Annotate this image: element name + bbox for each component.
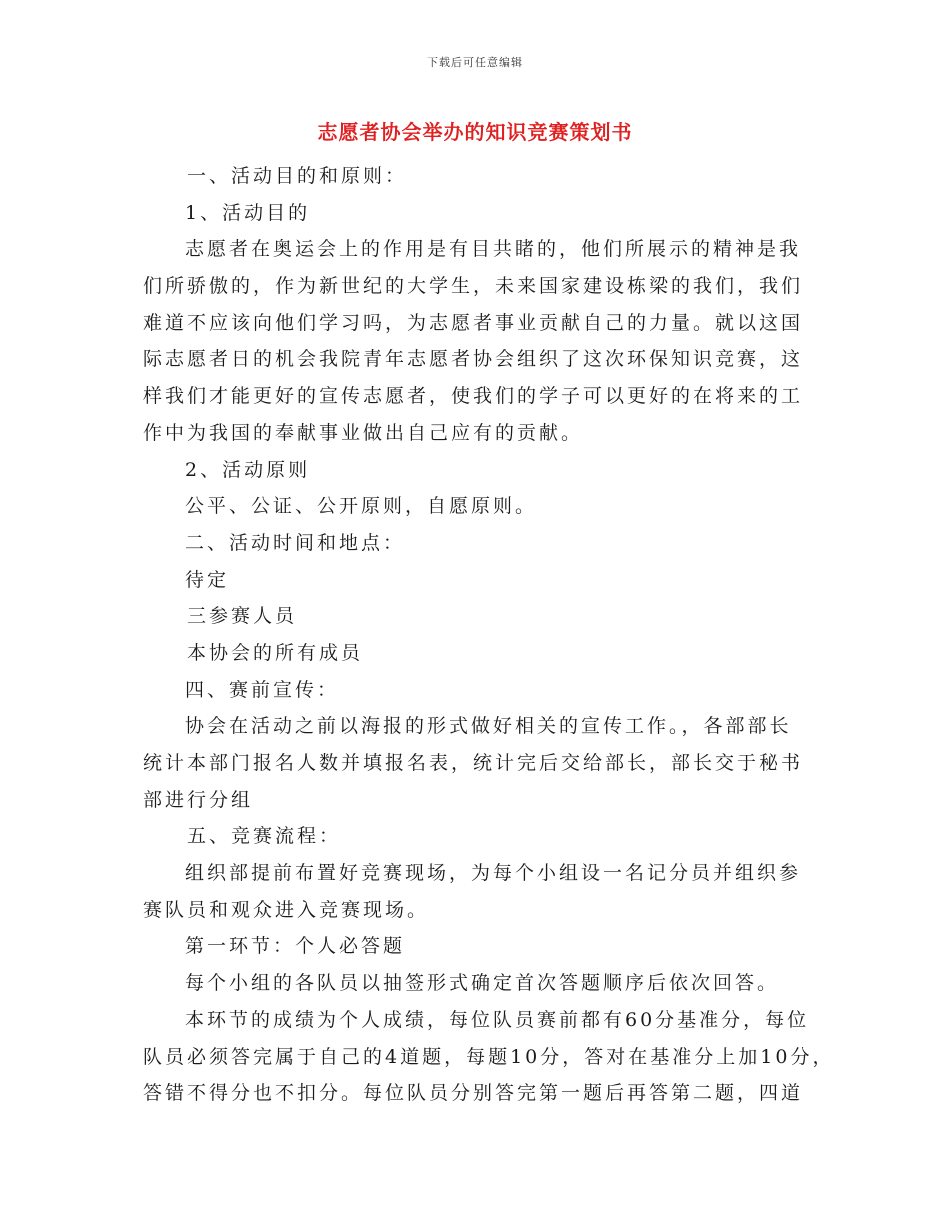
paragraph-line: 协会在活动之前以海报的形式做好相关的宣传工作。，各部部长 bbox=[185, 715, 792, 738]
paragraph-line: 本协会的所有成员 bbox=[187, 641, 364, 664]
paragraph-line: 2、活动原则 bbox=[185, 458, 311, 481]
paragraph-line: 志愿者在奥运会上的作用是有目共睹的，他们所展示的精神是我 bbox=[185, 238, 802, 261]
paragraph-line: 本环节的成绩为个人成绩，每位队员赛前都有60分基准分，每位 bbox=[185, 1008, 810, 1031]
paragraph-line: 部进行分组 bbox=[143, 788, 254, 811]
document-body bbox=[143, 158, 835, 1112]
paragraph-line: 1、活动目的 bbox=[185, 201, 311, 224]
paragraph-line: 五、竞赛流程： bbox=[187, 825, 342, 848]
paragraph-line: 一、活动目的和原则： bbox=[187, 165, 408, 187]
paragraph-line: 每个小组的各队员以抽签形式确定首次答题顺序后依次回答。 bbox=[185, 972, 780, 995]
page-header: 下载后可任意编辑 bbox=[427, 56, 523, 69]
paragraph-line: 四、赛前宣传： bbox=[185, 678, 340, 701]
paragraph-line: 作中为我国的奉献事业做出自己应有的贡献。 bbox=[143, 421, 584, 444]
paragraph-line: 队员必须答完属于自己的4道题，每题10分，答对在基准分上加10分， bbox=[143, 1045, 835, 1068]
paragraph-line: 答错不得分也不扣分。每位队员分别答完第一题后再答第二题，四道 bbox=[143, 1082, 804, 1105]
document-title: 志愿者协会举办的知识竞赛策划书 bbox=[317, 120, 633, 144]
paragraph-line: 三参赛人员 bbox=[187, 605, 298, 628]
paragraph-line: 第一环节：个人必答题 bbox=[185, 935, 406, 958]
paragraph-line: 样我们才能更好的宣传志愿者，使我们的学子可以更好的在将来的工 bbox=[143, 385, 804, 408]
paragraph-line: 组织部提前布置好竞赛现场，为每个小组设一名记分员并组织参 bbox=[185, 862, 802, 885]
paragraph-line: 们所骄傲的，作为新世纪的大学生，未来国家建设栋梁的我们，我们 bbox=[143, 275, 804, 298]
paragraph-line: 赛队员和观众进入竞赛现场。 bbox=[143, 898, 430, 921]
paragraph-line: 统计本部门报名人数并填报名表，统计完后交给部长，部长交于秘书 bbox=[143, 752, 804, 774]
paragraph-line: 待定 bbox=[185, 568, 230, 591]
paragraph-line: 二、活动时间和地点： bbox=[185, 531, 406, 554]
paragraph-line: 际志愿者日的机会我院青年志愿者协会组织了这次环保知识竞赛，这 bbox=[143, 348, 804, 371]
paragraph-line: 难道不应该向他们学习吗，为志愿者事业贡献自己的力量。就以这国 bbox=[143, 311, 804, 334]
paragraph-line: 公平、公证、公开原则，自愿原则。 bbox=[185, 495, 538, 518]
